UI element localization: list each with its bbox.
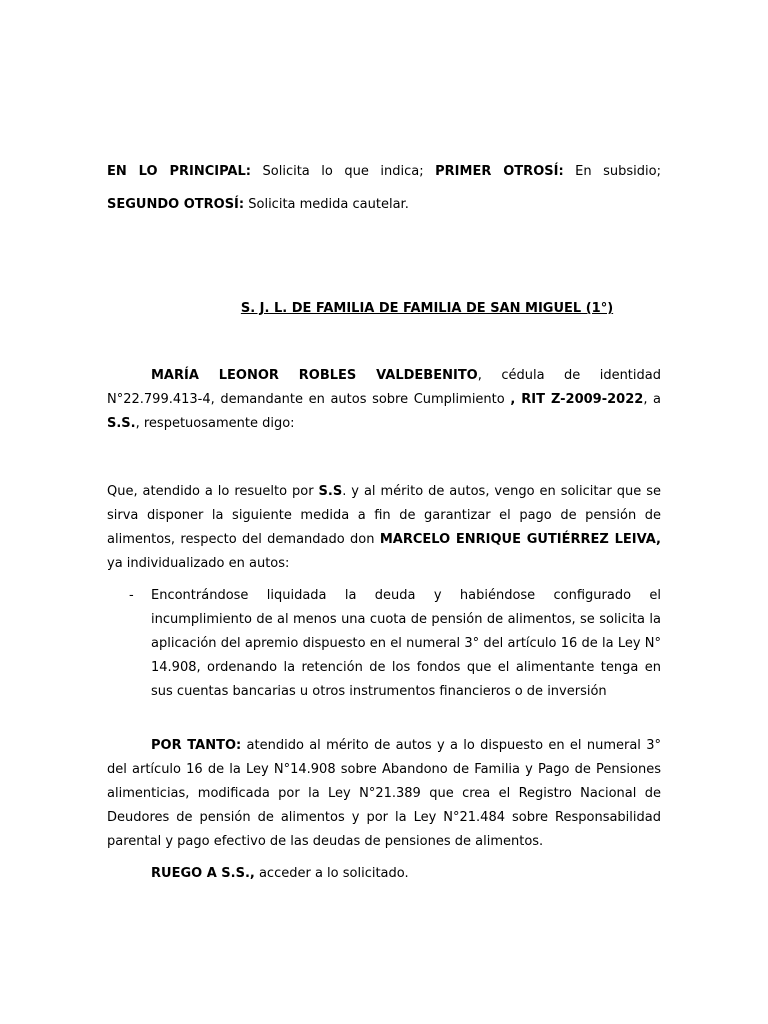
plaintiff-name: MARÍA LEONOR ROBLES VALDEBENITO	[151, 368, 478, 383]
principal-label: EN LO PRINCIPAL:	[107, 164, 251, 179]
intro-text-1: , cédula de identidad N°22.799.413-4, demandante en autos sobre Cumplimiento	[107, 368, 661, 407]
request-ss: S.S	[318, 484, 343, 499]
intro-text-2: , a	[643, 392, 662, 407]
bullet-dash: -	[129, 588, 134, 603]
ss-abbrev: S.S.	[107, 416, 136, 431]
ruego-paragraph	[107, 862, 661, 886]
bullet-text: Encontrándose liquidada la deuda y habiéndose configurado el incumplimiento de al menos una cuota de pensión de alimentos, se solicita la aplicación del apremio dispuesto en el numeral 3° del artículo 16 de la Ley N° 14.908, ordenando la retención de los fondos que el alimentante tenga en sus cuentas bancarias u otros instrumentos financieros o de inversión	[151, 588, 661, 699]
por-tanto-label: POR TANTO:	[151, 738, 242, 753]
rit-number: , RIT Z-2009-2022	[510, 392, 644, 407]
por-tanto-paragraph	[107, 734, 661, 854]
ruego-label: RUEGO A S.S.,	[151, 866, 255, 881]
defendant-name: MARCELO ENRIQUE GUTIÉRREZ LEIVA,	[379, 532, 661, 547]
first-otrosi-label: PRIMER OTROSÍ:	[435, 164, 564, 179]
court-title: S. J. L. DE FAMILIA DE FAMILIA DE SAN MIGUEL (1°)	[240, 301, 614, 316]
summary-header	[107, 155, 661, 221]
principal-text: Solicita lo que indica;	[262, 164, 424, 179]
por-tanto-text: atendido al mérito de autos y a lo dispuesto en el numeral 3° del artículo 16 de la Ley N°14.908 sobre Abandono de Familia y Pago de Pensiones alimenticias, modificada por la Ley N°21.389 que crea el Registro Nacional de Deudores de pensión de alimentos y por la Ley N°21.484 sobre Responsabilidad parental y pago efectivo de las deudas de pensiones de alimentos.	[107, 738, 661, 849]
second-otrosi-label: SEGUNDO OTROSÍ:	[107, 197, 245, 212]
request-text-3: ya individualizado en autos:	[107, 556, 290, 571]
intro-paragraph	[107, 364, 661, 436]
request-text-2: . y al mérito de autos, vengo en solicitar que se sirva disponer la siguiente medida a fin de garantizar el pago de pensión de alimentos, respecto del demandado don	[107, 484, 661, 547]
ruego-text: acceder a lo solicitado.	[258, 866, 409, 881]
request-paragraph	[107, 480, 661, 576]
first-otrosi-text: En subsidio;	[575, 164, 661, 179]
second-otrosi-text: Solicita medida cautelar.	[248, 197, 409, 212]
request-text-1: Que, atendido a lo resuelto por	[107, 484, 314, 499]
intro-text-3: , respetuosamente digo:	[135, 416, 295, 431]
